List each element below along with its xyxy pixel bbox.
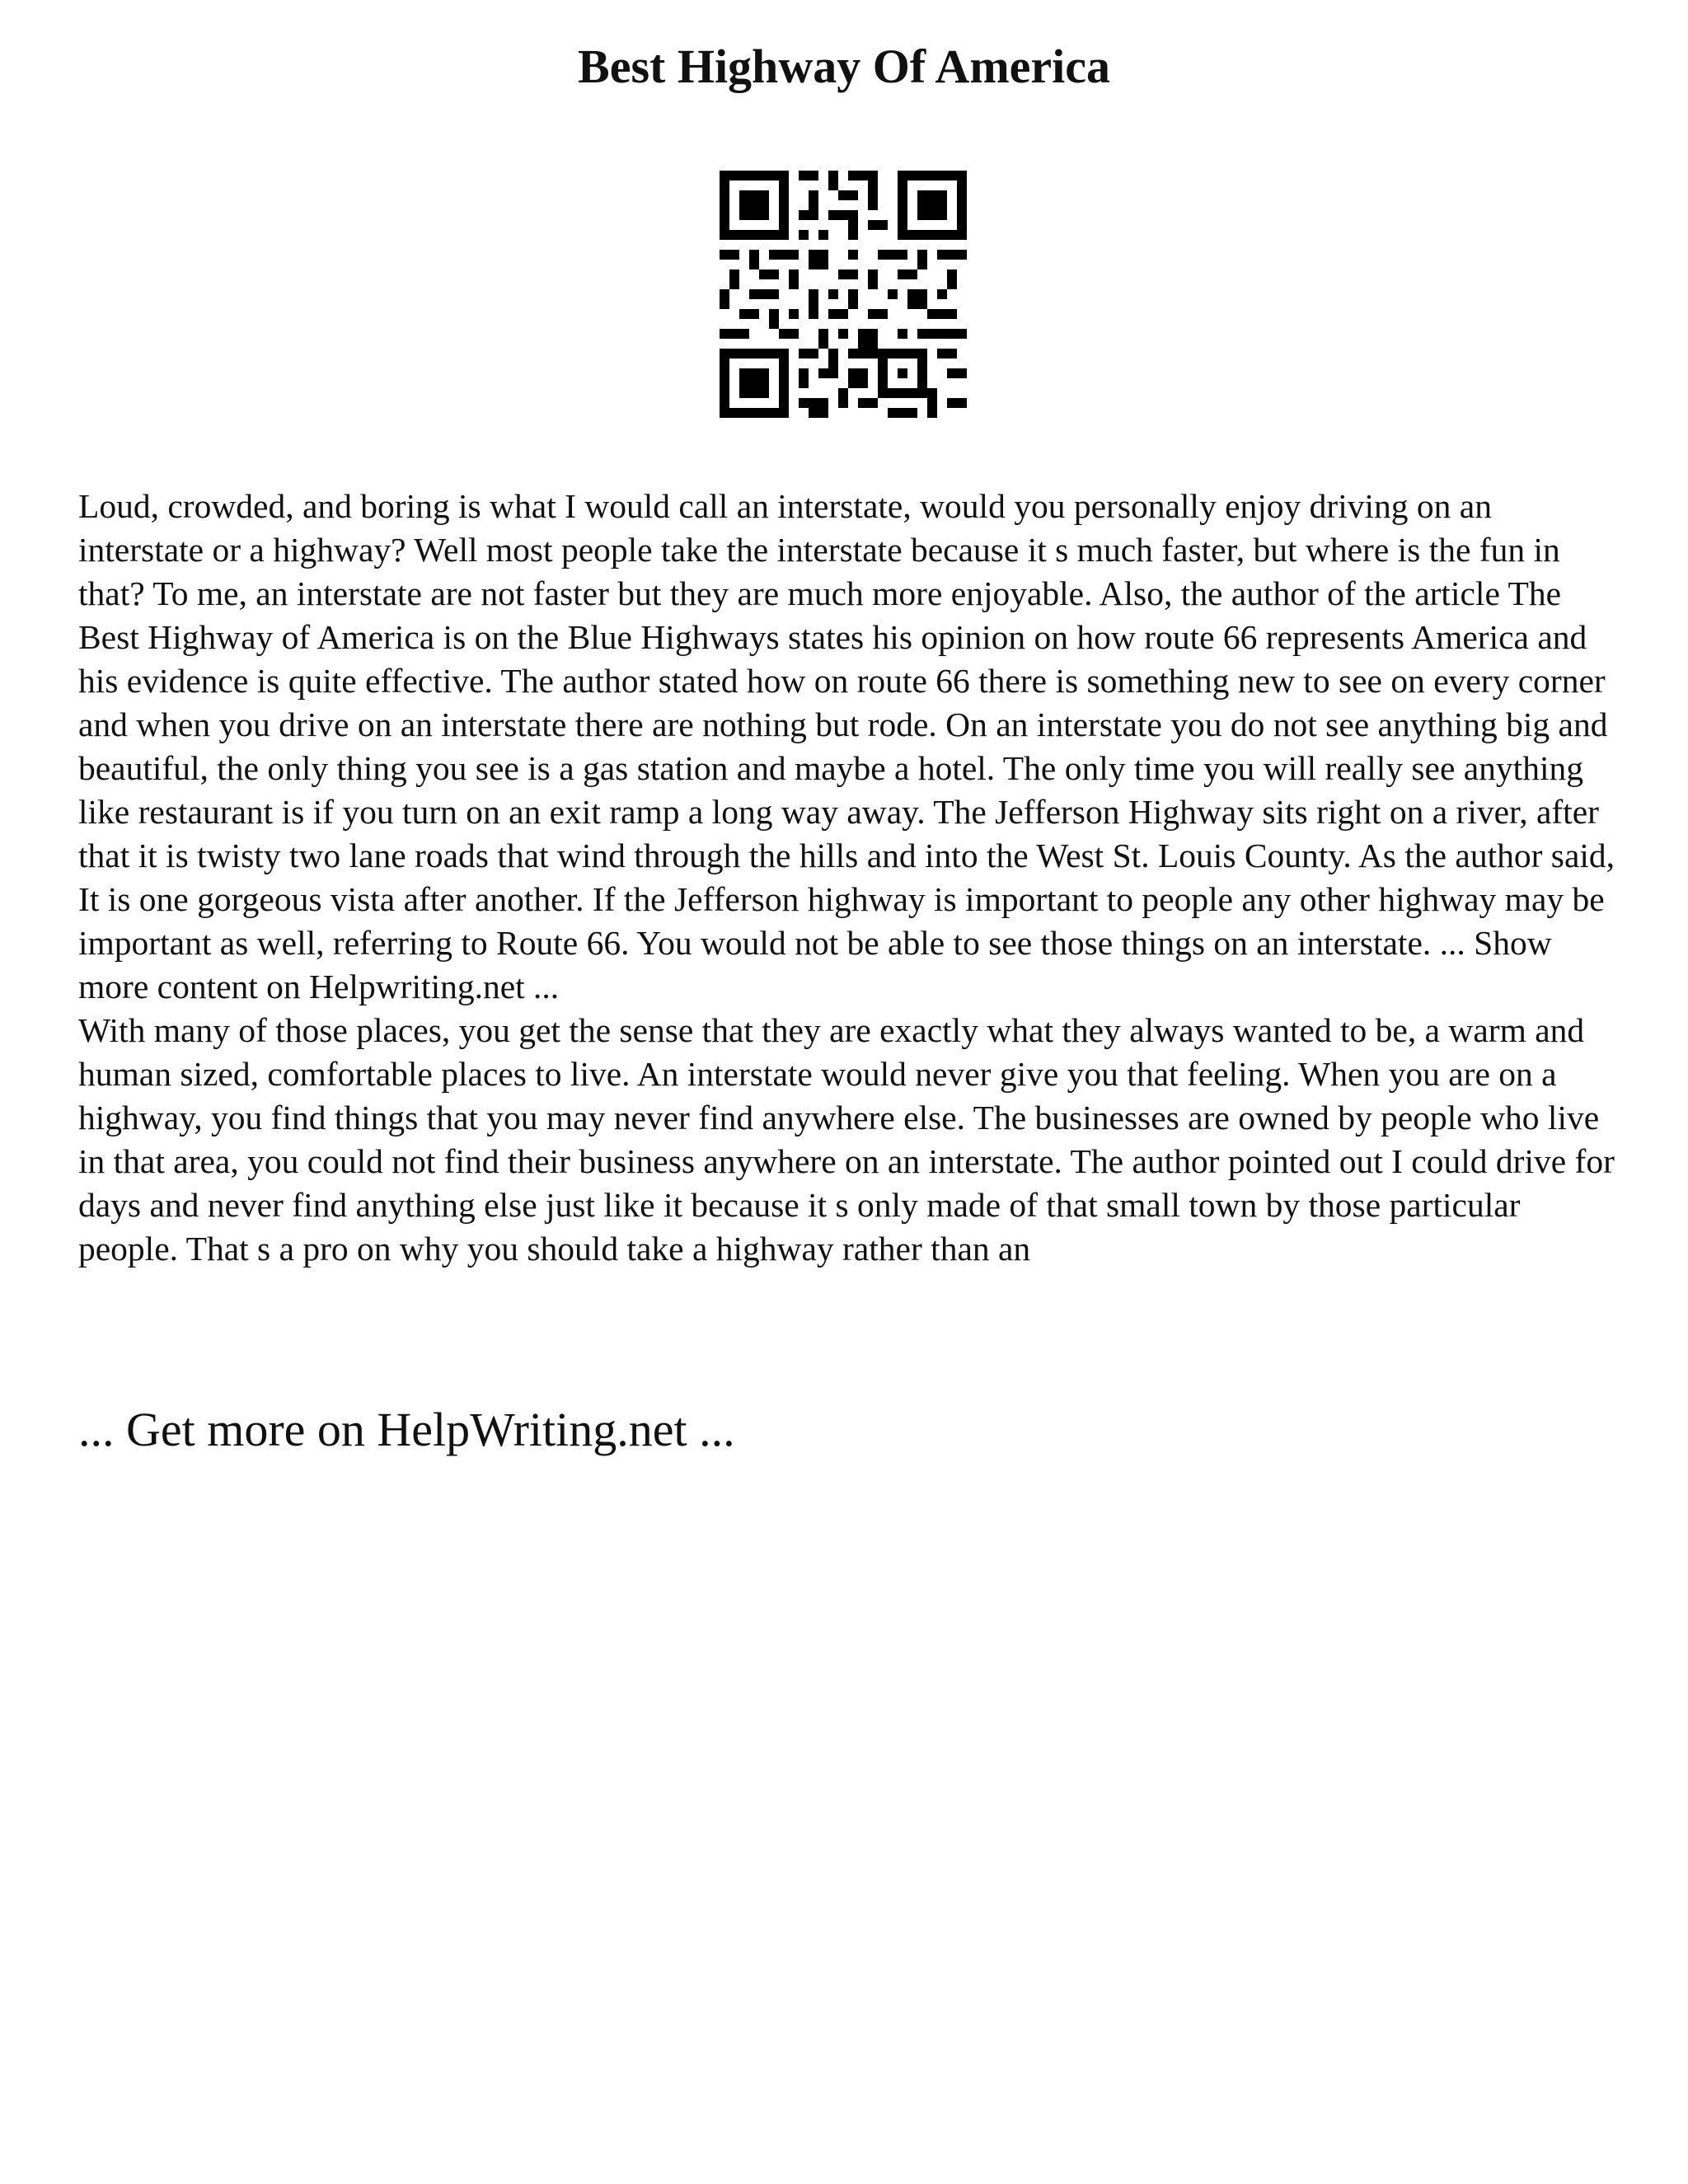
page-title: Best Highway Of America xyxy=(578,40,1110,93)
paragraph: Loud, crowded, and boring is what I would call an interstate, would you personally enjoy driving on an interstate or a highway? Well most people take the interstate because it s much faster, but where is the fun in that? To me, an interstate are not faster but they are much more enjoyable. Also, the author of the article The Best Highway of America is on the Blue Highways states his opinion on how route 66 represents America and his evidence is quite effective. The author stated how on route 66 there is something new to see on every corner and when you drive on an interstate there are nothing but rode. On an interstate you do not see anything big and beautiful, the only thing you see is a gas station and maybe a hotel. The only time you will really see anything like restaurant is if you turn on an exit ramp a long way away. The Jefferson Highway sits right on a river, after that it is twisty two lane roads that wind through the hills and into the West St. Louis County. As the author said, It is one gorgeous vista after another. If the Jefferson highway is important to people any other highway may be important as well, referring to Route 66. You would not be able to see those things on an interstate. ... Show more content on Helpwriting.net ... xyxy=(78,487,1615,1005)
get-more-link[interactable]: ... Get more on HelpWriting.net ... xyxy=(78,1403,735,1456)
paragraph: With many of those places, you get the sense that they are exactly what they always wanted to be, a warm and human sized, comfortable places to live. An interstate would never give you that feeling. When you are on a highway, you find things that you may never find anywhere else. The businesses are owned by people who live in that area, you could not find their business anywhere on an interstate. The author pointed out I could drive for days and never find anything else just like it because it s only made of that small town by those particular people. That s a pro on why you should take a highway rather than an xyxy=(78,1011,1615,1268)
qr-code-icon xyxy=(720,171,967,418)
article-body xyxy=(78,485,1620,1271)
